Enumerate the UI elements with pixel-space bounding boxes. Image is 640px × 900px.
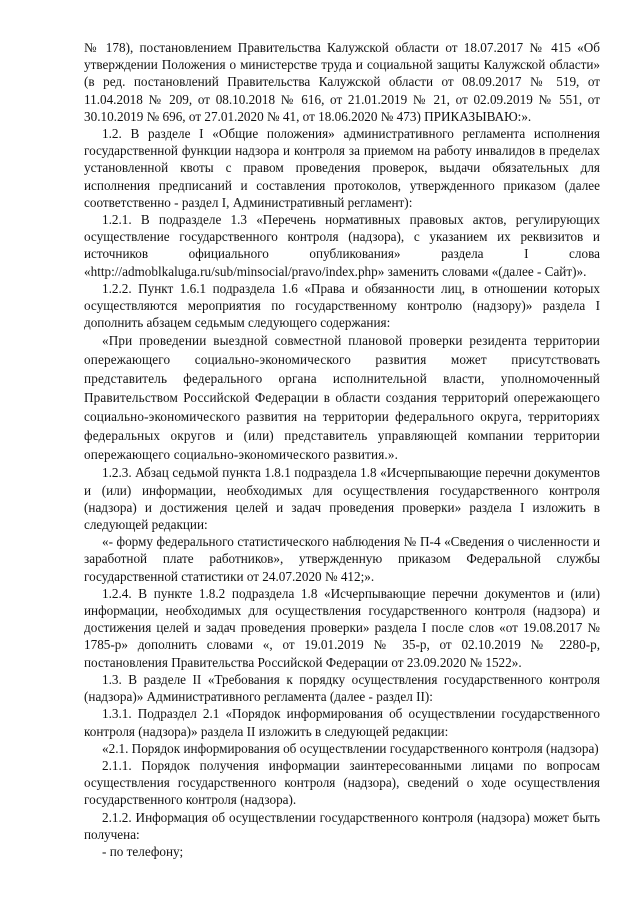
paragraph-quoted-insert-1: «При проведении выездной совместной плановой проверки резидента территории опережающего социально-экономического развития может присутствовать представитель федерального органа исполнительной власти, уполномоченный Правительством Российской Федерации в области создания территорий опережающего социально-экономического развития на территории федерального округа, территориях федеральных округов и (или) представитель управляющей компании территории опережающего социально-экономического развития.». [84,333,600,463]
paragraph-1-2-4: 1.2.4. В пункте 1.8.2 подраздела 1.8 «Исчерпывающие перечни документов и (или) информации, необходимых для осуществления государственного контроля (надзора) и достижения целей и задач проведения проверки» раздела I после слов «от 19.08.2017 № 1785-р» дополнить словами «, от 19.01.2019 № 35-р, от 02.10.2019 № 2280-р, постановления Правительства Российской Федерации от 23.09.2020 № 1522». [84,585,600,670]
paragraph-1-2-2: 1.2.2. Пункт 1.6.1 подраздела 1.6 «Права и обязанности лиц, в отношении которых осуществляются мероприятия по государственному контролю (надзору)» раздела I дополнить абзацем седьмым следующего содержания: [84,280,600,331]
paragraph-preamble-continuation: № 178), постановлением Правительства Калужской области от 18.07.2017 № 415 «Об утверждении Положения о министерстве труда и социальной защиты Калужской области» (в ред. постановлений Правительства Калужской области от 08.09.2017 № 519, от 11.04.2018 № 209, от 08.10.2018 № 616, от 21.01.2019 № 21, от 02.09.2019 № 551, от 30.10.2019 № 696, от 27.01.2020 № 41, от 18.06.2020 № 473) ПРИКАЗЫВАЮ:». [84,40,600,124]
paragraph-1-2-1: 1.2.1. В подразделе 1.3 «Перечень нормативных правовых актов, регулирующих осуществление государственного контроля (надзора), с указанием их реквизитов и источников официального опубликования» раздела I слова «http://admoblkaluga.ru/sub/minsocial/pravo/index.php» заменить словами «(далее - Сайт)». [84,212,600,279]
document-body [84,39,600,860]
paragraph-quoted-insert-2: «- форму федерального статистического наблюдения № П-4 «Сведения о численности и заработной плате работников», утвержденную приказом Федеральной службы государственной статистики от 24.07.2020 № 412;». [84,534,600,584]
paragraph-1-2-3: 1.2.3. Абзац седьмой пункта 1.8.1 подраздела 1.8 «Исчерпывающие перечни документов и (или) информации, необходимых для осуществления государственного контроля (надзора) и достижения целей и задач проведения проверки» раздела I изложить в следующей редакции: [84,465,600,533]
paragraph-1-3-1: 1.3.1. Подраздел 2.1 «Порядок информирования об осуществлении государственного контроля (надзора)» раздела II изложить в следующей редакции: [84,706,600,739]
paragraph-1-3: 1.3. В разделе II «Требования к порядку осуществления государственного контроля (надзора)» Административного регламента (далее - раздел II): [84,671,600,705]
paragraph-1-2: 1.2. В разделе I «Общие положения» административного регламента исполнения государственной функции надзора и контроля за приемом на работу инвалидов в пределах установленной квоты с правом проведения проверок, выдачи обязательных для исполнения предписаний и составления протоколов, утвержденного приказом (далее соответственно - раздел I, Административный регламент): [84,126,600,210]
paragraph-2-1-2: 2.1.2. Информация об осуществлении государственного контроля (надзора) может быть получена: [84,809,600,842]
paragraph-2-1-1: 2.1.1. Порядок получения информации заинтересованными лицами по вопросам осуществления государственного контроля (надзора), сведений о ходе осуществления государственного контроля (надзора). [84,757,600,808]
paragraph-2-1-heading: «2.1. Порядок информирования об осуществлении государственного контроля (надзора) [102,740,599,756]
list-item-by-phone: - по телефону; [102,843,184,859]
